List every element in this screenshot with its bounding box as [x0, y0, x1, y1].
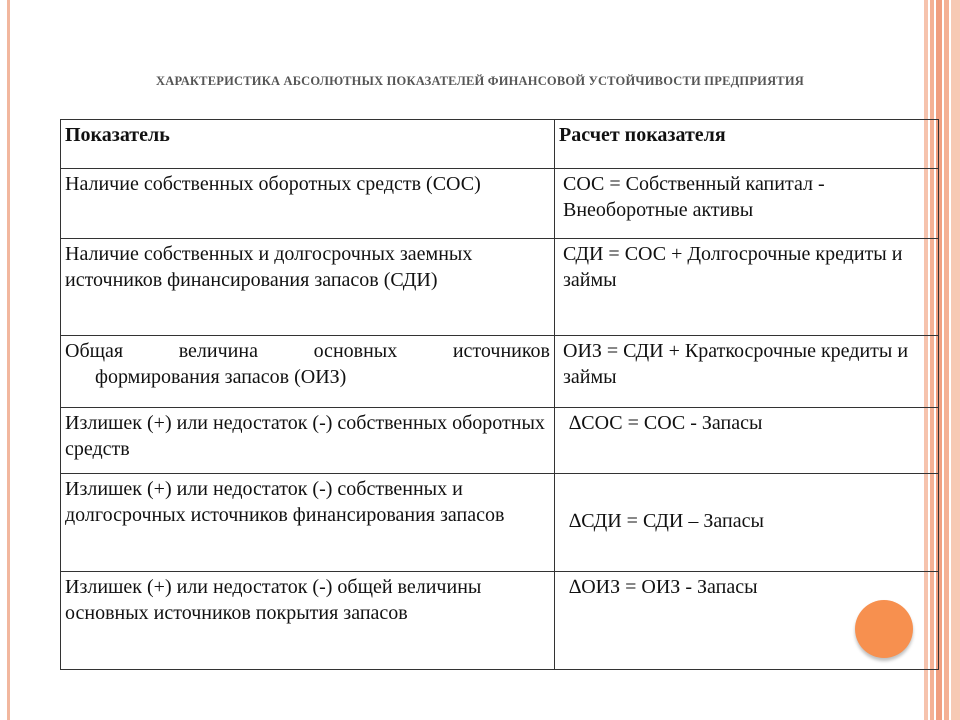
table-row	[61, 169, 939, 239]
table-header-row	[61, 120, 939, 169]
indicator-cell: Излишек (+) или недостаток (-) общей величины основных источников покрытия запасов	[61, 572, 555, 670]
indicator-cell: Наличие собственных оборотных средств (СОС)	[61, 169, 555, 239]
indicator-line: формирования запасов (ОИЗ)	[95, 366, 347, 388]
table-row	[61, 474, 939, 572]
indicator-cell: Излишек (+) или недостаток (-) собственных оборотных средств	[61, 408, 555, 474]
formula-cell: ∆ОИЗ = ОИЗ - Запасы	[555, 572, 939, 670]
left-frame-line	[7, 0, 10, 720]
decorative-orange-circle	[855, 600, 913, 658]
table-row	[61, 408, 939, 474]
indicator-cell: Наличие собственных и долгосрочных заемных источников финансирования запасов (СДИ)	[61, 239, 555, 336]
indicator-cell	[61, 336, 555, 408]
formula-cell: СОС = Собственный капитал - Внеоборотные активы	[555, 169, 939, 239]
formula-cell: ОИЗ = СДИ + Краткосрочные кредиты и займы	[555, 336, 939, 408]
table-row	[61, 239, 939, 336]
formula-cell: ∆СОС = СОС - Запасы	[555, 408, 939, 474]
indicator-line: Общая величина основных источников	[65, 340, 550, 362]
indicators-table	[60, 119, 939, 670]
formula-cell: ∆СДИ = СДИ – Запасы	[555, 474, 939, 572]
slide-title: ХАРАКТЕРИСТИКА АБСОЛЮТНЫХ ПОКАЗАТЕЛЕЙ ФИНАНСОВОЙ УСТОЙЧИВОСТИ ПРЕДПРИЯТИЯ	[156, 74, 804, 88]
column-header-formula: Расчет показателя	[555, 120, 939, 169]
table-row	[61, 572, 939, 670]
column-header-indicator: Показатель	[61, 120, 555, 169]
formula-cell: СДИ = СОС + Долгосрочные кредиты и займы	[555, 239, 939, 336]
indicator-cell: Излишек (+) или недостаток (-) собственных и долгосрочных источников финансирования запасов	[61, 474, 555, 572]
table-row	[61, 336, 939, 408]
